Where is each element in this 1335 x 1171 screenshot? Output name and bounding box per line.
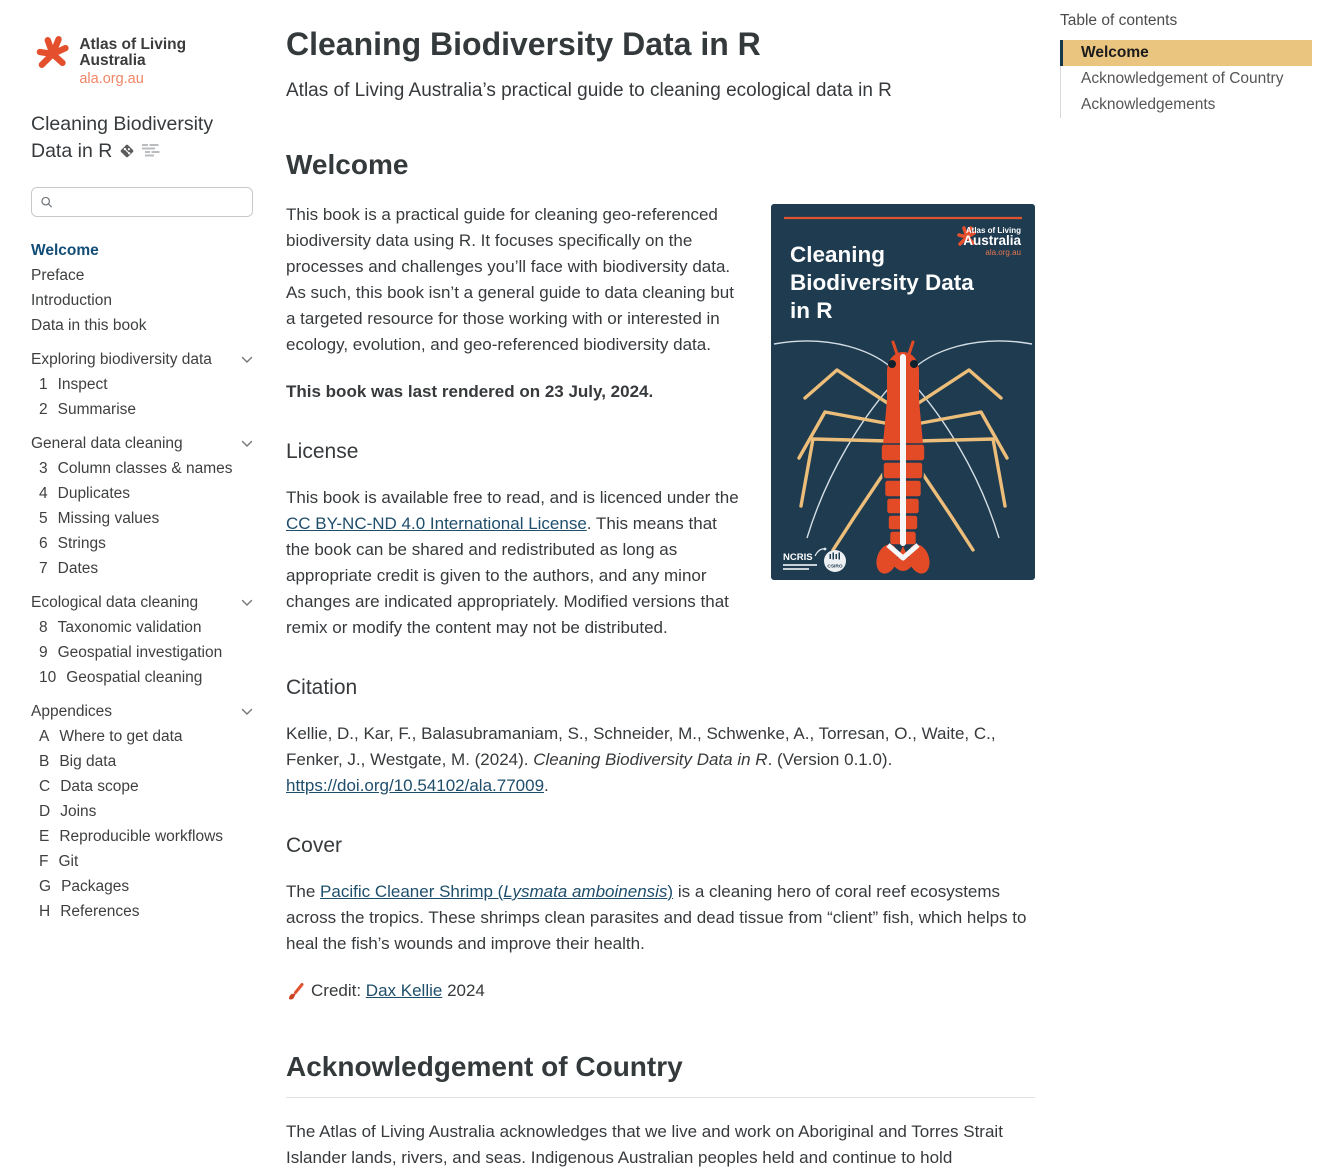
acknowledgement-paragraph: The Atlas of Living Australia acknowledges that we live and work on Aboriginal and Torres Strait Islander lands, rivers, and seas. Indigenous Australian peoples held and continue to hold xyxy=(286,1122,1003,1167)
sidebar-part-exploring-biodiversity-data[interactable] xyxy=(31,348,253,373)
sidebar-item-geospatial-investigation[interactable] xyxy=(31,641,253,666)
sidebar xyxy=(31,33,253,925)
cover-text-after: is a cleaning hero of coral reef ecosystems across the tropics. These shrimps clean parasites and dead tissue from “client” fish, which helps to heal the fish’s wounds and improve their health. xyxy=(286,882,1027,953)
license-link[interactable]: CC BY-NC-ND 4.0 International License xyxy=(286,514,587,533)
chapter-label: References xyxy=(60,903,140,921)
shrimp-link-species: Lysmata amboinensis xyxy=(503,882,668,901)
sidebar-item-duplicates[interactable] xyxy=(31,482,253,507)
chapter-label: Duplicates xyxy=(57,485,130,503)
chapter-label: Dates xyxy=(57,560,99,578)
sidebar-item-summarise[interactable] xyxy=(31,398,253,423)
page-title: Cleaning Biodiversity Data in R xyxy=(286,26,761,62)
cover-text-before: The xyxy=(286,882,321,901)
shrimp-link-text: Pacific Cleaner Shrimp ( xyxy=(320,882,504,901)
citation-authors: Kellie, D., Kar, F., Balasubramaniam, S., Schneider, M., Schwenke, A., Torresan, O., Waite, C., Fenker, J., Westgate, M. (2024). xyxy=(286,724,996,769)
toc-item-welcome[interactable]: Welcome xyxy=(1060,40,1312,66)
sidebar-item-joins[interactable] xyxy=(31,800,253,825)
brand-url: ala.org.au xyxy=(79,70,144,87)
ala-logo[interactable] xyxy=(35,33,253,87)
chapter-number: G xyxy=(39,878,52,896)
chapter-label: Packages xyxy=(61,878,130,896)
chapter-number: H xyxy=(39,903,51,921)
chevron-down-icon xyxy=(241,599,253,607)
sidebar-item-preface[interactable]: Preface xyxy=(31,267,85,285)
credit-author-link[interactable]: Dax Kellie xyxy=(365,981,443,1000)
csiro-logo xyxy=(824,550,846,572)
chapter-label: Data scope xyxy=(60,778,139,796)
ncris-label: NCRIS xyxy=(783,552,813,563)
chevron-down-icon xyxy=(241,440,253,448)
sidebar-item-reproducible-workflows[interactable] xyxy=(31,825,253,850)
cover-heading: Cover xyxy=(286,834,343,857)
welcome-heading: Welcome xyxy=(286,149,409,180)
toc-item-acknowledgement-of-country[interactable]: Acknowledgement of Country xyxy=(1060,66,1312,92)
chapter-number: 9 xyxy=(39,644,48,662)
sidebar-item-dates[interactable] xyxy=(31,557,253,582)
sidebar-part-appendices[interactable] xyxy=(31,700,253,725)
search-input[interactable] xyxy=(59,193,244,211)
chapter-label: Summarise xyxy=(57,401,137,419)
sidebar-item-references[interactable] xyxy=(31,900,253,925)
table-of-contents xyxy=(1060,12,1312,118)
chapter-number: 2 xyxy=(39,401,48,419)
citation-heading: Citation xyxy=(286,676,358,699)
chapter-number: 4 xyxy=(39,485,48,503)
sidebar-part-ecological-data-cleaning[interactable] xyxy=(31,591,253,616)
csiro-label: CSIRO xyxy=(827,564,843,570)
rendered-note-text: This book was last rendered on 23 July, 2024. xyxy=(286,382,654,401)
doi-link[interactable]: https://doi.org/10.54102/ala.77009 xyxy=(286,776,545,795)
part-label: Appendices xyxy=(31,703,113,721)
chapter-label: Reproducible workflows xyxy=(59,828,224,846)
citation-book-title: Cleaning Biodiversity Data in R xyxy=(533,750,768,769)
sidebar-item-big-data[interactable] xyxy=(31,750,253,775)
shrimp-link[interactable] xyxy=(320,882,673,901)
cover-paragraph xyxy=(286,879,1035,957)
chapter-number: 3 xyxy=(39,460,48,478)
book-cover-illustration xyxy=(771,204,1035,580)
chapter-number: 8 xyxy=(39,619,48,637)
sidebar-item-missing-values[interactable] xyxy=(31,507,253,532)
chapter-number: E xyxy=(39,828,50,846)
sidebar-nav xyxy=(31,239,253,925)
toc-list xyxy=(1060,40,1312,118)
toc-heading: Table of contents xyxy=(1060,12,1178,29)
chapter-number: 1 xyxy=(39,376,48,394)
search-icon xyxy=(40,194,53,210)
welcome-paragraph: This book is a practical guide for cleaning geo-referenced biodiversity data using R. It focuses specifically on the processes and challenges you’ll face with biodiversity data. As such, this book isn’t a general guide to data cleaning but a targeted resource for those working with or interested in ecology, evolution, and geo-referenced biodiversity data. xyxy=(286,205,734,354)
chapter-label: Joins xyxy=(60,803,97,821)
citation-paragraph xyxy=(286,721,1035,799)
chapter-number: C xyxy=(39,778,51,796)
citation-lines-icon[interactable] xyxy=(142,144,161,159)
sidebar-item-geospatial-cleaning[interactable] xyxy=(31,666,253,691)
sidebar-item-column-classes-names[interactable] xyxy=(31,457,253,482)
chapter-number: F xyxy=(39,853,49,871)
sidebar-item-packages[interactable] xyxy=(31,875,253,900)
cover-logo-url: ala.org.au xyxy=(985,248,1021,257)
cover-title-line2: Biodiversity Data xyxy=(790,270,974,295)
toc-item-acknowledgements[interactable]: Acknowledgements xyxy=(1060,92,1312,118)
paintbrush-icon xyxy=(286,982,304,1000)
sidebar-book-title-text: Cleaning Biodiversity Data in R xyxy=(31,112,214,162)
chapter-number: 6 xyxy=(39,535,48,553)
main-content xyxy=(286,26,1035,1171)
license-heading: License xyxy=(286,440,359,463)
chapter-label: Geospatial cleaning xyxy=(66,669,203,687)
sidebar-item-inspect[interactable] xyxy=(31,373,253,398)
ala-logo-mark-icon xyxy=(35,33,72,73)
sidebar-item-where-to-get-data[interactable] xyxy=(31,725,253,750)
chapter-label: Where to get data xyxy=(59,728,183,746)
sidebar-item-data-scope[interactable] xyxy=(31,775,253,800)
part-label: Ecological data cleaning xyxy=(31,594,199,612)
sidebar-item-welcome[interactable]: Welcome xyxy=(31,242,99,260)
brand-name: Atlas of Living Australia xyxy=(79,36,187,70)
chapter-number: 5 xyxy=(39,510,48,528)
credit-year: 2024 xyxy=(442,981,485,1000)
shrimp-link-close: ) xyxy=(667,882,674,901)
chapter-number: A xyxy=(39,728,50,746)
search-box[interactable] xyxy=(31,187,253,217)
chapter-label: Column classes & names xyxy=(57,460,233,478)
license-text-after: . This means that the book can be shared and redistributed as long as appropriate credit is given to the authors, and any minor changes are indicated appropriately. Modified versions that remix or modify the content may not be distributed. xyxy=(286,514,729,637)
sidebar-item-git[interactable] xyxy=(31,850,253,875)
chapter-label: Big data xyxy=(59,753,117,771)
license-text-before: This book is available free to read, and is licenced under the xyxy=(286,488,739,507)
sidebar-item-strings[interactable] xyxy=(31,532,253,557)
cover-logo-small: Atlas of Living xyxy=(965,226,1021,235)
chapter-label: Strings xyxy=(57,535,106,553)
page-subtitle: Atlas of Living Australia’s practical guide to cleaning ecological data in R xyxy=(286,80,892,101)
credit-text xyxy=(311,978,485,1004)
cover-title-line3: in R xyxy=(790,298,833,323)
sidebar-part-general-data-cleaning[interactable] xyxy=(31,432,253,457)
chapter-label: Missing values xyxy=(57,510,160,528)
chapter-label: Taxonomic validation xyxy=(57,619,202,637)
cover-title-line1: Cleaning xyxy=(790,242,886,267)
cover-logo-large: Australia xyxy=(963,233,1021,248)
citation-closing: . xyxy=(544,776,549,795)
chapter-number: D xyxy=(39,803,51,821)
sidebar-item-data-in-this-book[interactable]: Data in this book xyxy=(31,317,147,335)
sidebar-book-title[interactable] xyxy=(31,111,253,165)
chevron-down-icon xyxy=(241,356,253,364)
credit-label: Credit: xyxy=(311,981,366,1000)
sidebar-item-introduction[interactable]: Introduction xyxy=(31,292,112,310)
chapter-label: Geospatial investigation xyxy=(57,644,223,662)
acknowledgement-heading: Acknowledgement of Country xyxy=(286,1051,1035,1098)
chapter-label: Git xyxy=(58,853,79,871)
citation-version: . (Version 0.1.0). xyxy=(767,750,893,769)
part-label: General data cleaning xyxy=(31,435,183,453)
chapter-label: Inspect xyxy=(57,376,108,394)
book-cover-image xyxy=(771,204,1035,580)
chapter-number: 7 xyxy=(39,560,48,578)
part-label: Exploring biodiversity data xyxy=(31,351,212,369)
sidebar-item-taxonomic-validation[interactable] xyxy=(31,616,253,641)
git-icon[interactable] xyxy=(119,143,135,159)
chapter-number: 10 xyxy=(39,669,57,687)
chevron-down-icon xyxy=(241,708,253,716)
chapter-number: B xyxy=(39,753,50,771)
credit-line xyxy=(286,978,1035,1004)
